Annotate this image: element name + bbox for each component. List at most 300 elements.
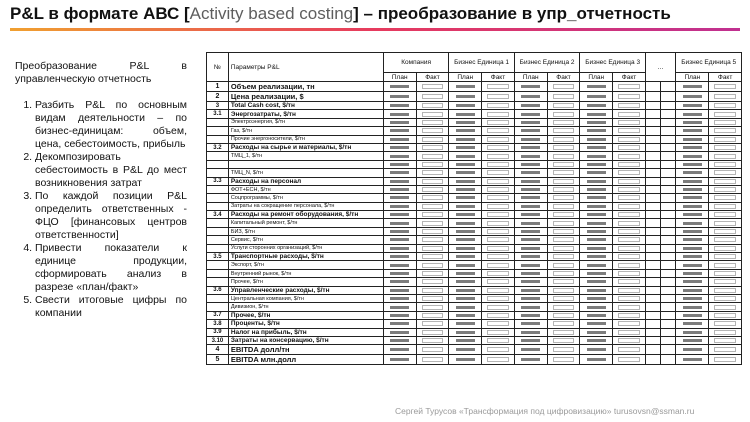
fact-header: Факт: [416, 73, 449, 82]
plan-value-placeholder: [521, 155, 540, 158]
plan-value-placeholder: [521, 205, 540, 208]
bu1-plan-cell: [449, 261, 482, 269]
fact-value-placeholder: [618, 154, 639, 159]
fact-value-placeholder: [618, 94, 639, 99]
fact-value-placeholder: [553, 128, 574, 133]
table-row: [207, 102, 742, 110]
plan-value-placeholder: [683, 205, 702, 208]
table-row: [207, 118, 742, 126]
company-plan-cell: [383, 345, 416, 355]
company-fact-cell: [416, 194, 449, 202]
bu2-plan-cell: [514, 311, 547, 319]
bu2-fact-cell: [547, 135, 580, 143]
company-fact-cell: [416, 278, 449, 286]
plan-value-placeholder: [587, 196, 606, 199]
bu2-fact-cell: [547, 177, 580, 185]
row-parameter: Электроэнергия, $/тн: [228, 118, 383, 126]
ellipsis-fact-cell: [661, 244, 676, 252]
company-fact-cell: [416, 345, 449, 355]
bu3-fact-cell: [613, 278, 646, 286]
plan-value-placeholder: [587, 85, 606, 88]
row-number: 4: [207, 345, 229, 355]
bu5-fact-cell: [709, 202, 742, 210]
bu5-plan-cell: [676, 127, 709, 135]
plan-value-placeholder: [521, 95, 540, 98]
plan-value-placeholder: [587, 358, 606, 361]
fact-value-placeholder: [487, 103, 508, 108]
bu5-plan-cell: [676, 152, 709, 160]
bu3-fact-cell: [613, 177, 646, 185]
title-part-1: P&L в формате АВС [: [10, 4, 190, 23]
bu5-fact-cell: [709, 261, 742, 269]
bu2-plan-cell: [514, 236, 547, 244]
plan-value-placeholder: [390, 146, 409, 149]
plan-value-placeholder: [683, 155, 702, 158]
fact-value-placeholder: [714, 347, 735, 352]
fact-header: Факт: [482, 73, 515, 82]
fact-value-placeholder: [487, 347, 508, 352]
fact-value-placeholder: [487, 321, 508, 326]
fact-value-placeholder: [618, 279, 639, 284]
bu3-plan-cell: [580, 269, 613, 277]
company-fact-cell: [416, 286, 449, 294]
bu2-fact-cell: [547, 185, 580, 193]
bu5-fact-cell: [709, 82, 742, 92]
fact-value-placeholder: [618, 237, 639, 242]
fact-value-placeholder: [714, 170, 735, 175]
bu2-plan-cell: [514, 345, 547, 355]
plan-value-placeholder: [683, 306, 702, 309]
company-fact-cell: [416, 102, 449, 110]
company-fact-cell: [416, 236, 449, 244]
plan-value-placeholder: [390, 289, 409, 292]
bu2-fact-cell: [547, 211, 580, 219]
table-row: [207, 320, 742, 328]
ellipsis-plan-cell: [645, 294, 660, 302]
bu5-fact-cell: [709, 127, 742, 135]
fact-value-placeholder: [714, 145, 735, 150]
bu5-plan-cell: [676, 336, 709, 344]
company-plan-cell: [383, 286, 416, 294]
company-fact-cell: [416, 135, 449, 143]
bu2-plan-cell: [514, 261, 547, 269]
bu5-plan-cell: [676, 160, 709, 168]
bu1-fact-cell: [482, 345, 515, 355]
fact-value-placeholder: [618, 103, 639, 108]
ellipsis-plan-cell: [645, 278, 660, 286]
plan-value-placeholder: [456, 358, 475, 361]
ellipsis-plan-cell: [645, 328, 660, 336]
plan-value-placeholder: [390, 213, 409, 216]
bu3-plan-cell: [580, 253, 613, 261]
table-row: [207, 269, 742, 277]
row-parameter: Внутренний рынок, $/тн: [228, 269, 383, 277]
plan-value-placeholder: [521, 255, 540, 258]
fact-value-placeholder: [553, 321, 574, 326]
table-row: [207, 127, 742, 135]
company-plan-cell: [383, 102, 416, 110]
ellipsis-plan-cell: [645, 244, 660, 252]
fact-value-placeholder: [553, 296, 574, 301]
plan-value-placeholder: [587, 138, 606, 141]
fact-value-placeholder: [487, 128, 508, 133]
ellipsis-fact-cell: [661, 219, 676, 227]
plan-value-placeholder: [456, 289, 475, 292]
plan-value-placeholder: [456, 171, 475, 174]
fact-value-placeholder: [553, 212, 574, 217]
plan-value-placeholder: [587, 247, 606, 250]
plan-value-placeholder: [390, 180, 409, 183]
company-plan-cell: [383, 194, 416, 202]
company-plan-cell: [383, 294, 416, 302]
row-number: 3: [207, 102, 229, 110]
plan-value-placeholder: [587, 222, 606, 225]
plan-value-placeholder: [683, 280, 702, 283]
fact-value-placeholder: [422, 288, 443, 293]
bu2-fact-cell: [547, 269, 580, 277]
bu1-fact-cell: [482, 177, 515, 185]
bu1-plan-cell: [449, 110, 482, 118]
plan-value-placeholder: [456, 331, 475, 334]
bu5-plan-cell: [676, 278, 709, 286]
bu1-plan-cell: [449, 278, 482, 286]
company-plan-cell: [383, 219, 416, 227]
plan-value-placeholder: [683, 358, 702, 361]
plan-value-placeholder: [683, 171, 702, 174]
fact-value-placeholder: [422, 145, 443, 150]
company-plan-cell: [383, 303, 416, 311]
fact-value-placeholder: [487, 195, 508, 200]
bu3-fact-cell: [613, 211, 646, 219]
bu5-fact-cell: [709, 177, 742, 185]
row-number: [207, 227, 229, 235]
company-plan-cell: [383, 92, 416, 102]
plan-value-placeholder: [521, 280, 540, 283]
plan-value-placeholder: [587, 129, 606, 132]
bu2-fact-cell: [547, 160, 580, 168]
col-header-ellipsis: …: [645, 53, 676, 82]
bu3-plan-cell: [580, 110, 613, 118]
bu2-plan-cell: [514, 269, 547, 277]
bu2-fact-cell: [547, 152, 580, 160]
fact-value-placeholder: [487, 338, 508, 343]
col-header-bu1: Бизнес Единица 1: [449, 53, 515, 73]
fact-value-placeholder: [618, 263, 639, 268]
bu2-plan-cell: [514, 336, 547, 344]
fact-value-placeholder: [714, 288, 735, 293]
bu1-plan-cell: [449, 227, 482, 235]
fact-value-placeholder: [422, 195, 443, 200]
fact-value-placeholder: [714, 246, 735, 251]
fact-value-placeholder: [422, 347, 443, 352]
company-plan-cell: [383, 169, 416, 177]
fact-value-placeholder: [714, 321, 735, 326]
company-plan-cell: [383, 320, 416, 328]
plan-value-placeholder: [683, 339, 702, 342]
title-part-2: ] – преобразование в упр_отчетность: [353, 4, 671, 23]
ellipsis-plan-cell: [645, 345, 660, 355]
plan-value-placeholder: [587, 306, 606, 309]
row-parameter: Объем реализации, тн: [228, 82, 383, 92]
company-plan-cell: [383, 152, 416, 160]
bu1-fact-cell: [482, 135, 515, 143]
fact-value-placeholder: [553, 154, 574, 159]
fact-value-placeholder: [487, 221, 508, 226]
fact-value-placeholder: [618, 321, 639, 326]
plan-value-placeholder: [683, 188, 702, 191]
plan-value-placeholder: [456, 205, 475, 208]
fact-value-placeholder: [618, 271, 639, 276]
plan-value-placeholder: [390, 196, 409, 199]
bu3-fact-cell: [613, 152, 646, 160]
fact-value-placeholder: [714, 195, 735, 200]
bu1-fact-cell: [482, 336, 515, 344]
ellipsis-plan-cell: [645, 194, 660, 202]
row-number: [207, 202, 229, 210]
bu2-plan-cell: [514, 294, 547, 302]
company-fact-cell: [416, 261, 449, 269]
fact-value-placeholder: [487, 84, 508, 89]
bu1-fact-cell: [482, 102, 515, 110]
fact-value-placeholder: [553, 305, 574, 310]
ellipsis-plan-cell: [645, 110, 660, 118]
company-fact-cell: [416, 336, 449, 344]
bu2-plan-cell: [514, 303, 547, 311]
bu1-plan-cell: [449, 194, 482, 202]
plan-value-placeholder: [456, 196, 475, 199]
bu1-plan-cell: [449, 160, 482, 168]
ellipsis-fact-cell: [661, 92, 676, 102]
bu1-plan-cell: [449, 177, 482, 185]
fact-value-placeholder: [618, 84, 639, 89]
plan-value-placeholder: [587, 272, 606, 275]
fact-value-placeholder: [714, 120, 735, 125]
plan-value-placeholder: [683, 348, 702, 351]
bu1-plan-cell: [449, 269, 482, 277]
company-plan-cell: [383, 211, 416, 219]
bu3-fact-cell: [613, 194, 646, 202]
bu3-plan-cell: [580, 118, 613, 126]
plan-value-placeholder: [456, 322, 475, 325]
col-header-bu2: Бизнес Единица 2: [514, 53, 580, 73]
fact-value-placeholder: [422, 128, 443, 133]
company-fact-cell: [416, 269, 449, 277]
row-parameter: Транспортные расходы, $/тн: [228, 253, 383, 261]
plan-value-placeholder: [683, 138, 702, 141]
ellipsis-fact-cell: [661, 253, 676, 261]
company-plan-cell: [383, 336, 416, 344]
bu5-plan-cell: [676, 328, 709, 336]
bu3-plan-cell: [580, 152, 613, 160]
row-parameter: Соцпрограммы, $/тн: [228, 194, 383, 202]
plan-value-placeholder: [456, 247, 475, 250]
plan-value-placeholder: [683, 121, 702, 124]
ellipsis-plan-cell: [645, 336, 660, 344]
bu1-fact-cell: [482, 253, 515, 261]
ellipsis-plan-cell: [645, 202, 660, 210]
table-row: [207, 286, 742, 294]
fact-value-placeholder: [422, 204, 443, 209]
fact-value-placeholder: [553, 263, 574, 268]
plan-value-placeholder: [521, 180, 540, 183]
company-fact-cell: [416, 127, 449, 135]
bu5-fact-cell: [709, 345, 742, 355]
fact-value-placeholder: [422, 338, 443, 343]
pl-table-body: [207, 82, 742, 365]
bu5-fact-cell: [709, 278, 742, 286]
fact-value-placeholder: [714, 338, 735, 343]
bu3-fact-cell: [613, 227, 646, 235]
plan-value-placeholder: [521, 222, 540, 225]
plan-value-placeholder: [390, 104, 409, 107]
bu3-fact-cell: [613, 127, 646, 135]
ellipsis-fact-cell: [661, 135, 676, 143]
row-parameter: Расходы на ремонт оборудования, $/тн: [228, 211, 383, 219]
fact-value-placeholder: [487, 120, 508, 125]
plan-value-placeholder: [456, 348, 475, 351]
plan-value-placeholder: [587, 339, 606, 342]
steps-list: [15, 99, 187, 320]
plan-value-placeholder: [521, 306, 540, 309]
bu3-plan-cell: [580, 160, 613, 168]
bu3-plan-cell: [580, 177, 613, 185]
company-plan-cell: [383, 160, 416, 168]
ellipsis-fact-cell: [661, 185, 676, 193]
ellipsis-fact-cell: [661, 236, 676, 244]
plan-value-placeholder: [587, 264, 606, 267]
fact-value-placeholder: [553, 137, 574, 142]
bu1-plan-cell: [449, 303, 482, 311]
company-fact-cell: [416, 152, 449, 160]
table-row: [207, 152, 742, 160]
plan-value-placeholder: [456, 314, 475, 317]
bu2-plan-cell: [514, 219, 547, 227]
fact-value-placeholder: [487, 137, 508, 142]
plan-value-placeholder: [521, 289, 540, 292]
company-fact-cell: [416, 118, 449, 126]
bu5-fact-cell: [709, 336, 742, 344]
fact-value-placeholder: [487, 296, 508, 301]
plan-value-placeholder: [683, 104, 702, 107]
bu3-fact-cell: [613, 143, 646, 151]
company-fact-cell: [416, 202, 449, 210]
bu1-fact-cell: [482, 152, 515, 160]
table-row: [207, 227, 742, 235]
fact-value-placeholder: [487, 204, 508, 209]
plan-value-placeholder: [390, 272, 409, 275]
fact-value-placeholder: [422, 84, 443, 89]
ellipsis-plan-cell: [645, 143, 660, 151]
plan-value-placeholder: [390, 129, 409, 132]
fact-value-placeholder: [714, 162, 735, 167]
bu3-plan-cell: [580, 261, 613, 269]
ellipsis-plan-cell: [645, 355, 660, 365]
row-number: 3.10: [207, 336, 229, 344]
plan-value-placeholder: [390, 339, 409, 342]
bu2-fact-cell: [547, 82, 580, 92]
ellipsis-fact-cell: [661, 336, 676, 344]
plan-value-placeholder: [683, 264, 702, 267]
fact-value-placeholder: [487, 154, 508, 159]
fact-value-placeholder: [422, 321, 443, 326]
row-number: [207, 185, 229, 193]
bu5-fact-cell: [709, 169, 742, 177]
bu3-fact-cell: [613, 102, 646, 110]
bu1-plan-cell: [449, 345, 482, 355]
fact-value-placeholder: [618, 221, 639, 226]
row-parameter: Газ, $/тн: [228, 127, 383, 135]
row-parameter: ТМЦ_N, $/тн: [228, 169, 383, 177]
plan-value-placeholder: [521, 129, 540, 132]
row-parameter: EBITDA долл/тн: [228, 345, 383, 355]
fact-value-placeholder: [714, 229, 735, 234]
ellipsis-fact-cell: [661, 160, 676, 168]
plan-value-placeholder: [683, 163, 702, 166]
bu2-fact-cell: [547, 311, 580, 319]
plan-value-placeholder: [390, 331, 409, 334]
bu1-fact-cell: [482, 236, 515, 244]
bu5-plan-cell: [676, 143, 709, 151]
bu3-plan-cell: [580, 194, 613, 202]
bu1-fact-cell: [482, 311, 515, 319]
plan-value-placeholder: [587, 146, 606, 149]
bu3-plan-cell: [580, 143, 613, 151]
plan-value-placeholder: [456, 180, 475, 183]
ellipsis-fact-cell: [661, 102, 676, 110]
fact-value-placeholder: [553, 94, 574, 99]
ellipsis-plan-cell: [645, 92, 660, 102]
row-parameter: Налог на прибыль, $/тн: [228, 328, 383, 336]
table-row: [207, 110, 742, 118]
bu5-plan-cell: [676, 219, 709, 227]
bu3-fact-cell: [613, 169, 646, 177]
company-plan-cell: [383, 328, 416, 336]
bu3-plan-cell: [580, 92, 613, 102]
bu5-fact-cell: [709, 135, 742, 143]
bu2-plan-cell: [514, 102, 547, 110]
bu5-fact-cell: [709, 320, 742, 328]
bu2-plan-cell: [514, 82, 547, 92]
fact-value-placeholder: [487, 263, 508, 268]
bu2-fact-cell: [547, 143, 580, 151]
ellipsis-fact-cell: [661, 355, 676, 365]
bu3-plan-cell: [580, 345, 613, 355]
bu5-fact-cell: [709, 118, 742, 126]
bu2-plan-cell: [514, 160, 547, 168]
plan-value-placeholder: [521, 358, 540, 361]
fact-value-placeholder: [618, 229, 639, 234]
fact-value-placeholder: [422, 229, 443, 234]
fact-value-placeholder: [714, 237, 735, 242]
bu2-plan-cell: [514, 355, 547, 365]
plan-header: План: [580, 73, 613, 82]
company-fact-cell: [416, 110, 449, 118]
plan-value-placeholder: [587, 155, 606, 158]
bu3-fact-cell: [613, 236, 646, 244]
row-number: [207, 244, 229, 252]
row-number: [207, 127, 229, 135]
row-number: 5: [207, 355, 229, 365]
fact-value-placeholder: [422, 212, 443, 217]
plan-value-placeholder: [521, 121, 540, 124]
plan-value-placeholder: [521, 348, 540, 351]
fact-value-placeholder: [422, 313, 443, 318]
fact-value-placeholder: [714, 357, 735, 362]
fact-value-placeholder: [618, 305, 639, 310]
ellipsis-fact-cell: [661, 177, 676, 185]
bu5-fact-cell: [709, 328, 742, 336]
fact-value-placeholder: [714, 112, 735, 117]
